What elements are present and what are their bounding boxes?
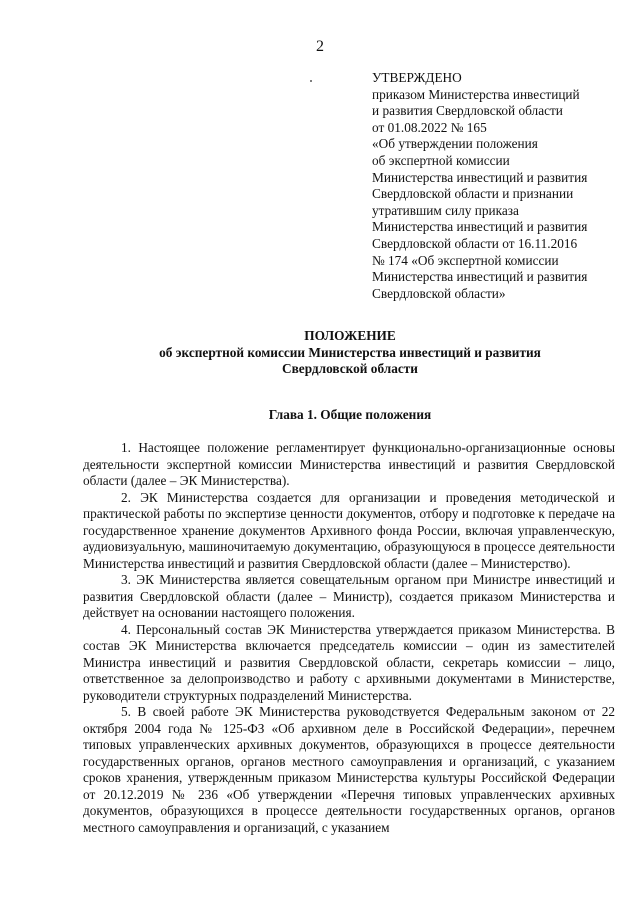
chapter-heading: Глава 1. Общие положения — [268, 407, 432, 422]
approval-line: и развития Свердловской области — [372, 103, 563, 119]
paragraph-3: 3. ЭК Министерства является совещательным органом при Министре инвестиций и развития Свердловской области (далее – Министр), создается приказом Министерства и действует на основании настоящего положения. — [83, 572, 615, 620]
document-body — [83, 440, 615, 836]
approval-line: УТВЕРЖДЕНО — [372, 70, 462, 85]
approval-line: «Об утверждении положения — [372, 136, 538, 152]
approval-line: Министерства инвестиций и развития — [372, 169, 588, 185]
approval-line: от 01.08.2022 № 165 — [372, 119, 487, 135]
title-line-3: Свердловской области — [282, 361, 418, 376]
approval-line: № 174 «Об экспертной комиссии — [372, 252, 559, 268]
document-title — [70, 328, 630, 378]
approval-line: Свердловской области от 16.11.2016 — [372, 235, 578, 251]
paragraph-5: 5. В своей работе ЭК Министерства руководствуется Федеральным законом от 22 октября 2004 года № 125-ФЗ «Об архивном деле в Российской Федерации», перечнем типовых управленческих архивных документов, образующихся в процессе деятельности государственных органов, органов местного самоуправления и организаций, с указанием сроков хранения, утвержденным приказом Министерства культуры Российской Федерации от 20.12.2019 № 236 «Об утверждении «Перечня типовых управленческих архивных документов, образующихся в процессе деятельности государственных органов, органов местного самоуправления и организаций, с указанием — [83, 704, 615, 835]
approval-line: утратившим силу приказа — [372, 202, 519, 218]
approval-stamp — [372, 70, 634, 302]
approval-line: Министерства инвестиций и развития — [372, 219, 588, 235]
approval-line: приказом Министерства инвестиций — [372, 86, 580, 102]
paragraph-1: 1. Настоящее положение регламентирует функционально-организационные основы деятельности экспертной комиссии Министерства инвестиций и развития Свердловской области (далее – ЭК Министерства). — [83, 440, 615, 488]
title-line-1: ПОЛОЖЕНИЕ — [304, 328, 396, 343]
approval-line: Свердловской области и признании — [372, 186, 574, 202]
approval-line: Свердловской области» — [372, 285, 506, 301]
approval-line: об экспертной комиссии — [372, 152, 510, 168]
scan-dot — [310, 80, 312, 82]
paragraph-2: 2. ЭК Министерства создается для организации и проведения методической и практической работы по экспертизе ценности документов, отбору и подготовке к передаче на государственное хранение документов Архивного фонда России, включая управленческую, аудиовизуальную, машиночитаемую документацию, образующуюся в процессе деятельности Министерства инвестиций и развития Свердловской области (далее – Министерство). — [83, 489, 615, 571]
page-number: 2 — [316, 38, 324, 55]
title-line-2: об экспертной комиссии Министерства инвестиций и развития — [159, 344, 541, 360]
paragraph-4: 4. Персональный состав ЭК Министерства утверждается приказом Министерства. В состав ЭК Министерства включается председатель комиссии – один из заместителей Министра инвестиций и развития Свердловской области, секретарь комиссии – лицо, ответственное за делопроизводство и работу с архивными документами в Министерстве, руководители структурных подразделений Министерства. — [83, 621, 615, 703]
approval-line: Министерства инвестиций и развития — [372, 269, 588, 285]
